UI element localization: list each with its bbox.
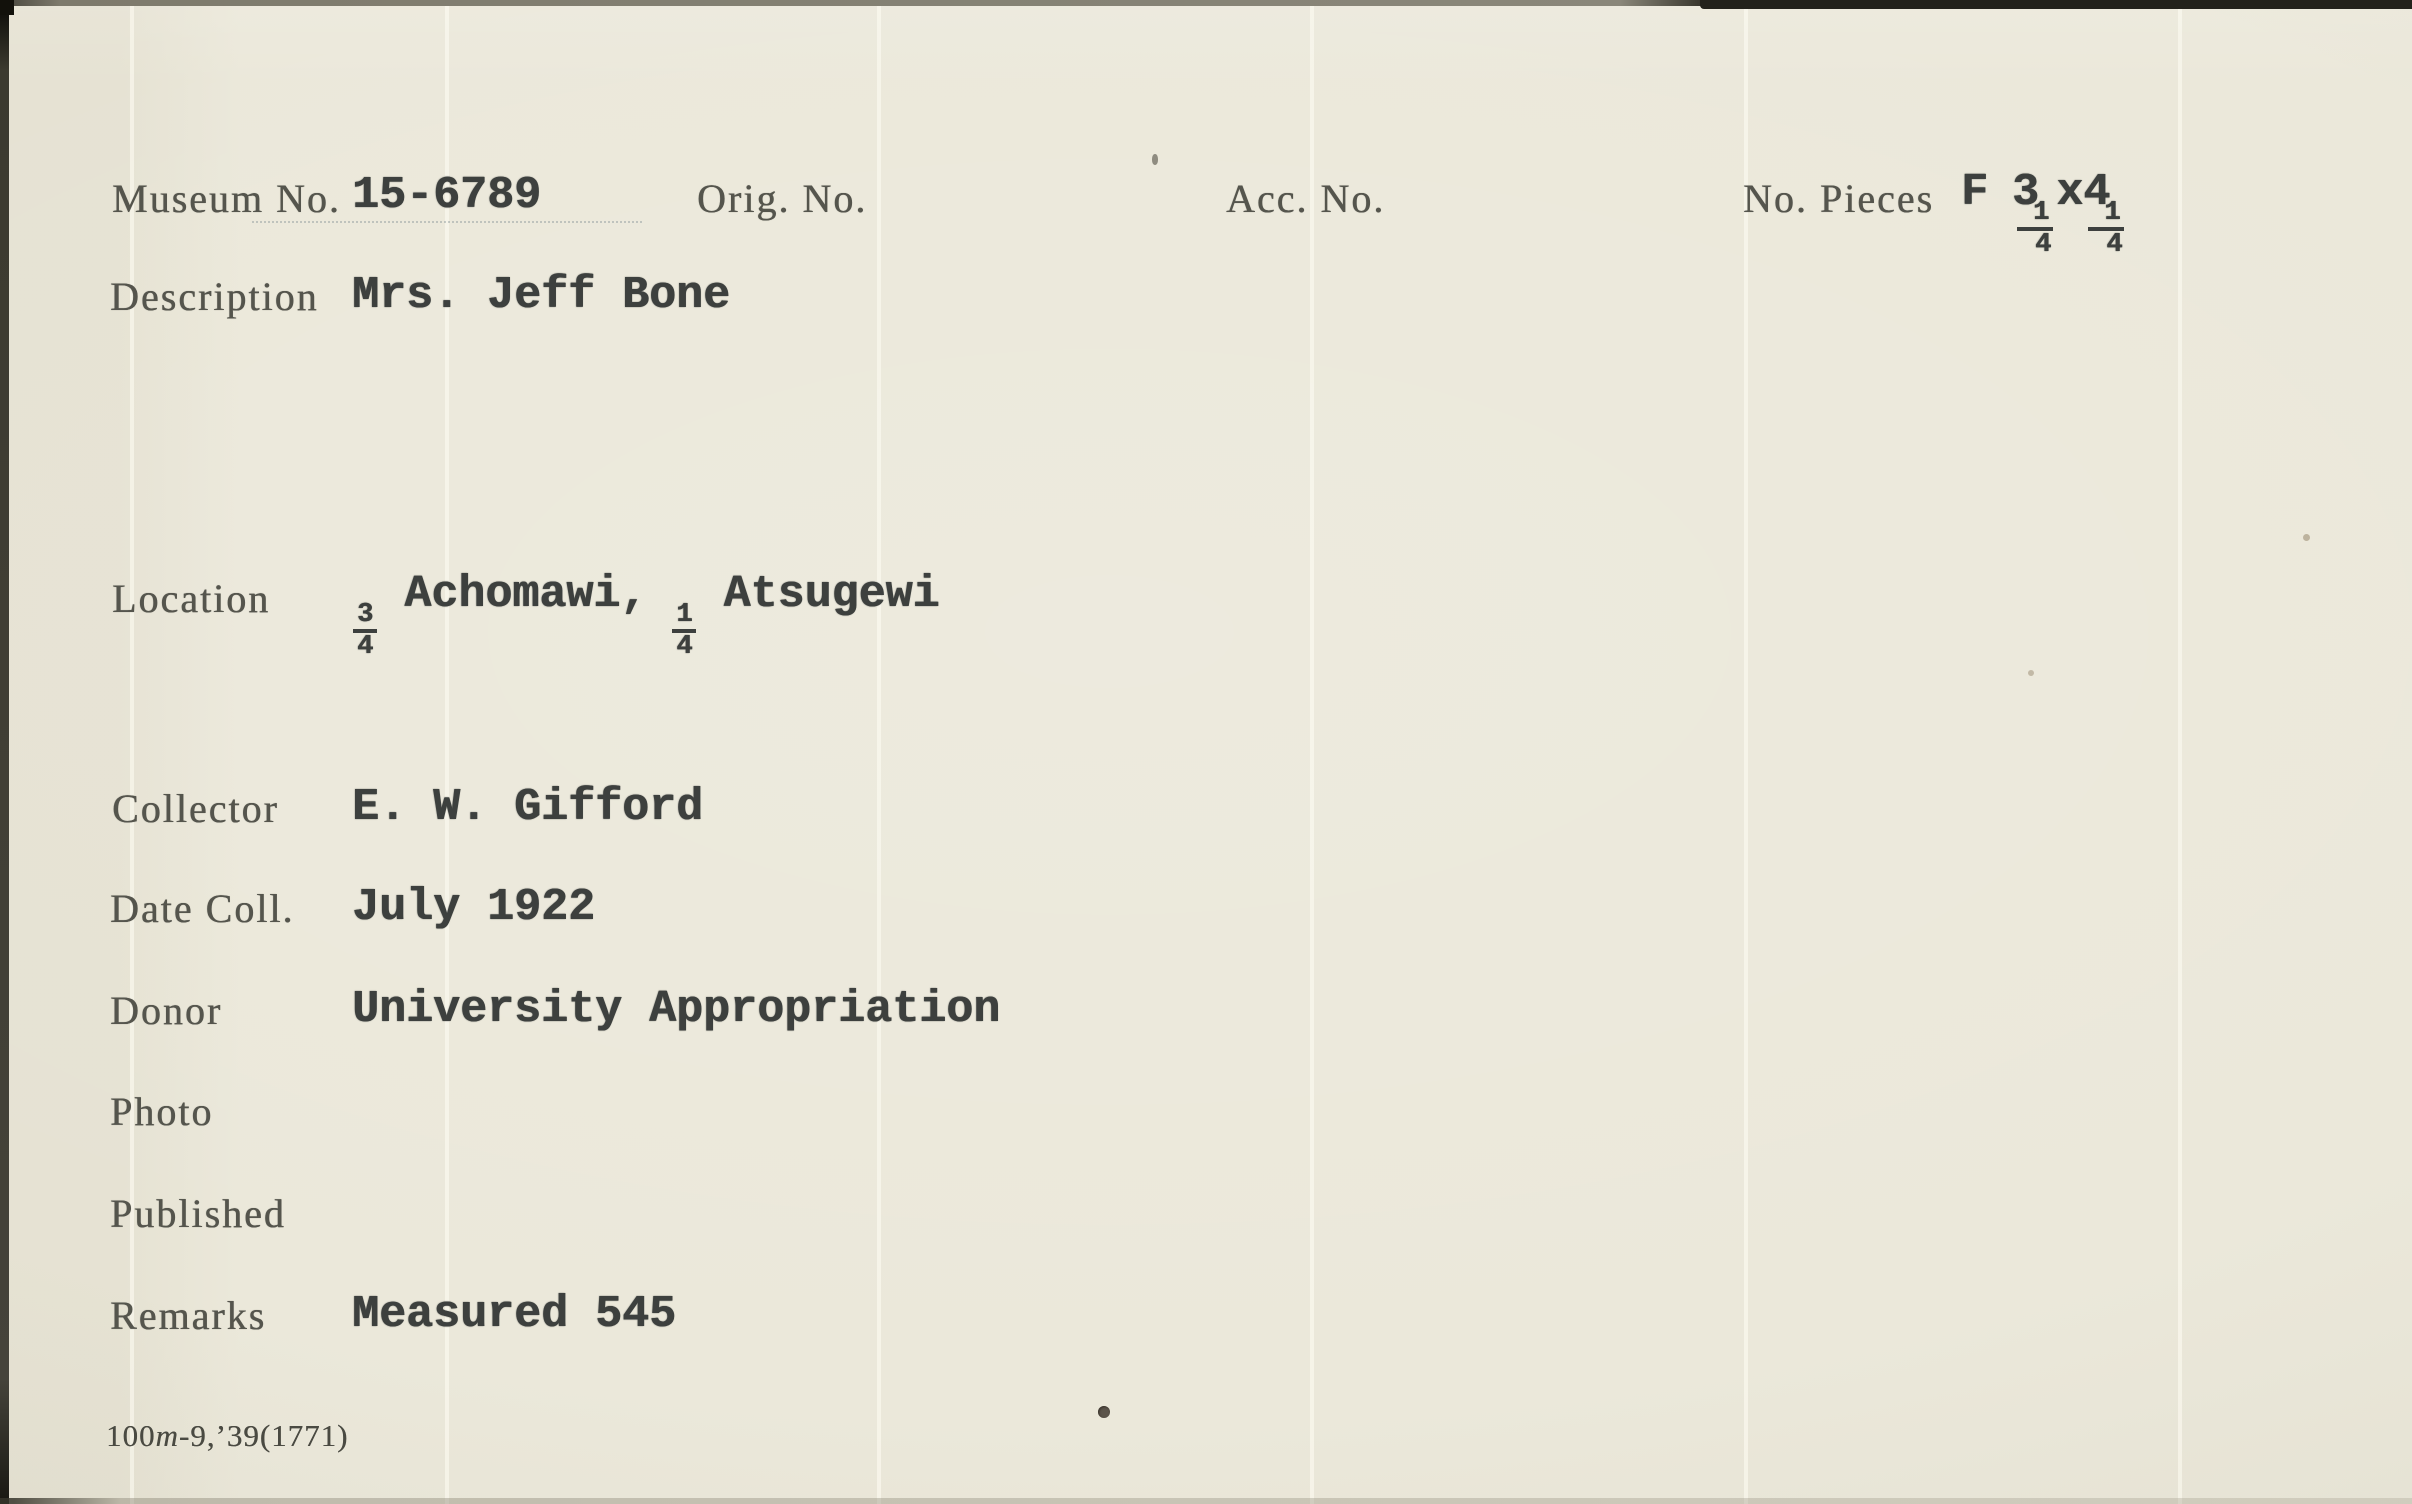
paper-speck — [2303, 534, 2310, 541]
ink-speck — [1152, 154, 1158, 165]
orig-no-label: Orig. No. — [697, 176, 868, 221]
fraction-numerator: 3 — [353, 604, 377, 633]
fraction-denominator: 4 — [357, 632, 374, 662]
typed-fraction — [2104, 198, 2124, 260]
donor-value: University Appropriation — [352, 984, 1001, 1035]
typed-fraction — [672, 600, 696, 662]
remarks-label: Remarks — [110, 1293, 267, 1338]
published-label: Published — [110, 1191, 286, 1236]
no-pieces-label: No. Pieces — [1743, 176, 1935, 221]
scanner-band — [445, 0, 449, 1504]
acc-no-label: Acc. No. — [1226, 176, 1386, 221]
date-coll-label: Date Coll. — [110, 886, 295, 931]
print-code-prefix: 100 — [106, 1418, 156, 1453]
collector-value: E. W. Gifford — [352, 782, 704, 833]
donor-label: Donor — [110, 988, 223, 1033]
scanner-band — [2178, 0, 2182, 1504]
description-label: Description — [110, 274, 319, 319]
scanner-band — [130, 0, 134, 1504]
no-pieces-value — [1961, 168, 2127, 258]
location-value — [352, 570, 940, 660]
paper-speck — [2028, 670, 2034, 676]
print-code-m: m — [155, 1418, 179, 1453]
dimension2-whole: 4 — [2083, 167, 2111, 218]
ink-speck — [1098, 1406, 1110, 1418]
typed-fraction — [2033, 198, 2053, 260]
dimension-separator: x — [2056, 167, 2084, 218]
photo-label: Photo — [110, 1089, 214, 1134]
collector-label: Collector — [112, 786, 279, 831]
no-pieces-prefix: F — [1961, 167, 1989, 218]
location-tribe-1: Achomawi, — [404, 569, 648, 620]
location-tribe-2: Atsugewi — [723, 569, 940, 620]
fraction-denominator: 4 — [676, 632, 693, 662]
typed-fraction — [353, 600, 377, 662]
scan-edge-top-right — [1700, 0, 2412, 9]
dimension1-whole: 3 — [2012, 167, 2040, 218]
fraction-denominator: 4 — [2106, 230, 2123, 260]
fraction-denominator: 4 — [2035, 230, 2052, 260]
museum-no-label: Museum No. — [112, 176, 341, 221]
scan-artifact-dotted-line — [252, 221, 642, 223]
scanner-band — [877, 0, 881, 1504]
remarks-value: Measured 545 — [352, 1289, 677, 1340]
fraction-numerator: 1 — [2017, 202, 2053, 231]
fraction-numerator: 1 — [2088, 202, 2124, 231]
scan-corner-top-left — [0, 0, 14, 15]
fraction-numerator: 1 — [672, 604, 696, 633]
museum-no-value: 15-6789 — [352, 170, 542, 221]
scanner-band — [1744, 0, 1748, 1504]
date-coll-value: July 1922 — [352, 882, 596, 933]
scan-edge-bottom — [0, 1498, 2412, 1504]
scan-edge-left — [0, 0, 9, 1504]
scanner-band — [1310, 0, 1314, 1504]
description-value: Mrs. Jeff Bone — [352, 270, 731, 321]
print-code-suffix: -9,’39(1771) — [178, 1418, 349, 1453]
location-label: Location — [112, 576, 271, 621]
print-code — [106, 1419, 348, 1453]
